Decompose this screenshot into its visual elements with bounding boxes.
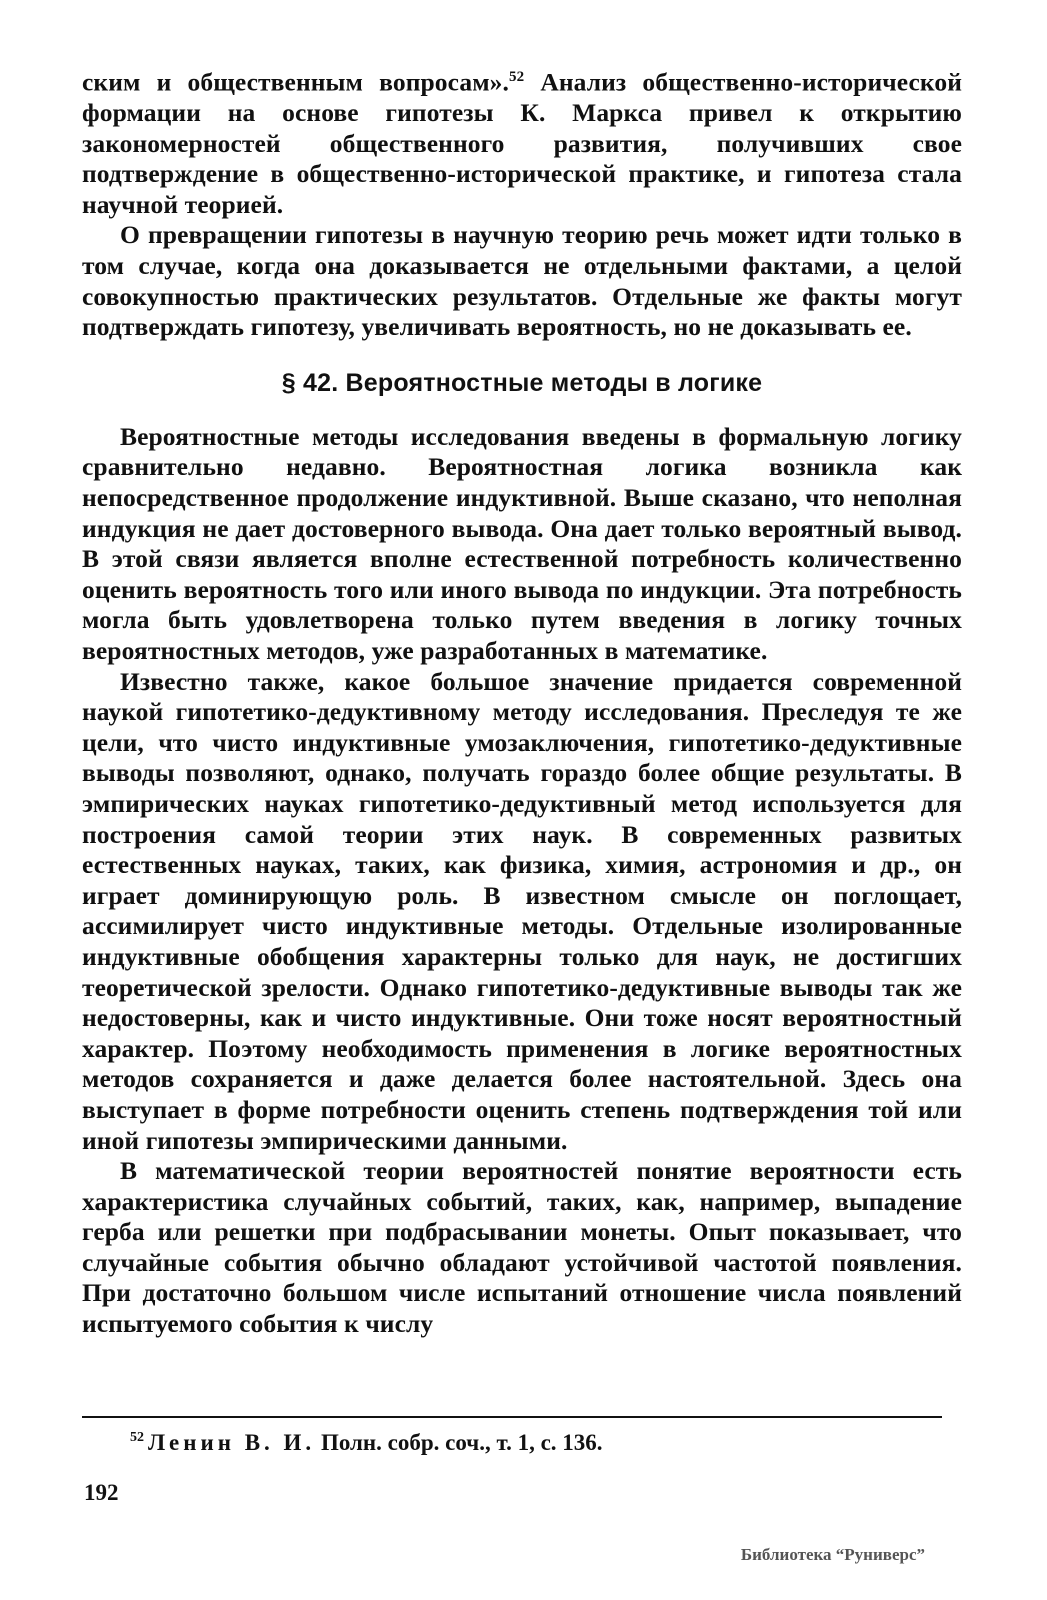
paragraph-4: Известно также, какое большое значение придается современной наукой гипотетико-дедуктивному методу исследования. Преследуя те же цели, что чисто индуктивные умозаключения, гипотетико-дедуктивные выводы позволяют, однако, получать гораздо более общие результаты. В эмпирических науках гипотетико-дедуктивный метод используется для построения самой теории этих наук. В современных развитых естественных науках, таких, как физика, химия, астрономия и др., он играет доминирующую роль. В известном смысле он поглощает, ассимилирует чисто индуктивные методы. Отдельные изолированные индуктивные обобщения характерны только для наук, не достигших теоретической зрелости. Однако гипотетико-дедуктивные выводы так же недостоверны, как и чисто индуктивные. Они тоже носят вероятностный характер. Поэтому необходимость применения в логике вероятностных методов сохраняется и даже делается более настоятельной. Здесь она выступает в форме потребности оценить степень подтверждения той или иной гипотезы эмпирическими данными. [82, 666, 962, 1155]
footnote-number: 52 [130, 1430, 144, 1446]
page-body [82, 62, 962, 1340]
paragraph-1-start: ским и общественным вопросам». [82, 67, 509, 97]
library-watermark: Библиотека “Руниверс” [740, 1545, 925, 1564]
paragraph-5: В математической теории вероятностей понятие вероятности есть характеристика случайных событий, таких, как, например, выпадение герба или решетки при подбрасывании монеты. Опыт показывает, что случайные события обычно обладают устойчивой частотой появления. При достаточно большом числе испытаний отношение числа появлений испытуемого события к числу [82, 1156, 962, 1339]
paragraph-2: О превращении гипотезы в научную теорию речь может идти только в том случае, когда она доказывается не отдельными фактами, а целой совокупностью практических результатов. Отдельные же факты могут подтверждать гипотезу, увеличивать вероятность, но не доказывать ее. [82, 220, 962, 342]
footnote-text: Полн. собр. соч., т. 1, с. 136. [315, 1430, 603, 1455]
paragraph-3: Вероятностные методы исследования введены в формальную логику сравнительно недавно. Вероятностная логика возникла как непосредственное продолжение индуктивной. Выше сказано, что неполная индукция не дает достоверного вывода. Она дает только вероятный вывод. В этой связи является вполне естественной потребность количественно оценить вероятность того или иного вывода по индукции. Эта потребность могла быть удовлетворена только путем введения в логику точных вероятностных методов, уже разработанных в математике. [82, 421, 962, 665]
paragraph-1-rest: Анализ общественно-исторической формации на основе гипотезы К. Маркса привел к открытию закономерностей общественного развития, получивших свое подтверждение в общественно-исторической практике, и гипотеза стала научной теорией. [82, 67, 962, 219]
paragraph-1 [82, 62, 962, 220]
page-number: 192 [84, 1480, 119, 1505]
section-heading: § 42. Вероятностные методы в логике [281, 368, 763, 397]
footnote-author: Ленин В. И. [148, 1430, 316, 1455]
footnote-ref: 52 [509, 69, 525, 85]
footnote-divider [82, 1416, 942, 1418]
footnote [130, 1430, 603, 1456]
